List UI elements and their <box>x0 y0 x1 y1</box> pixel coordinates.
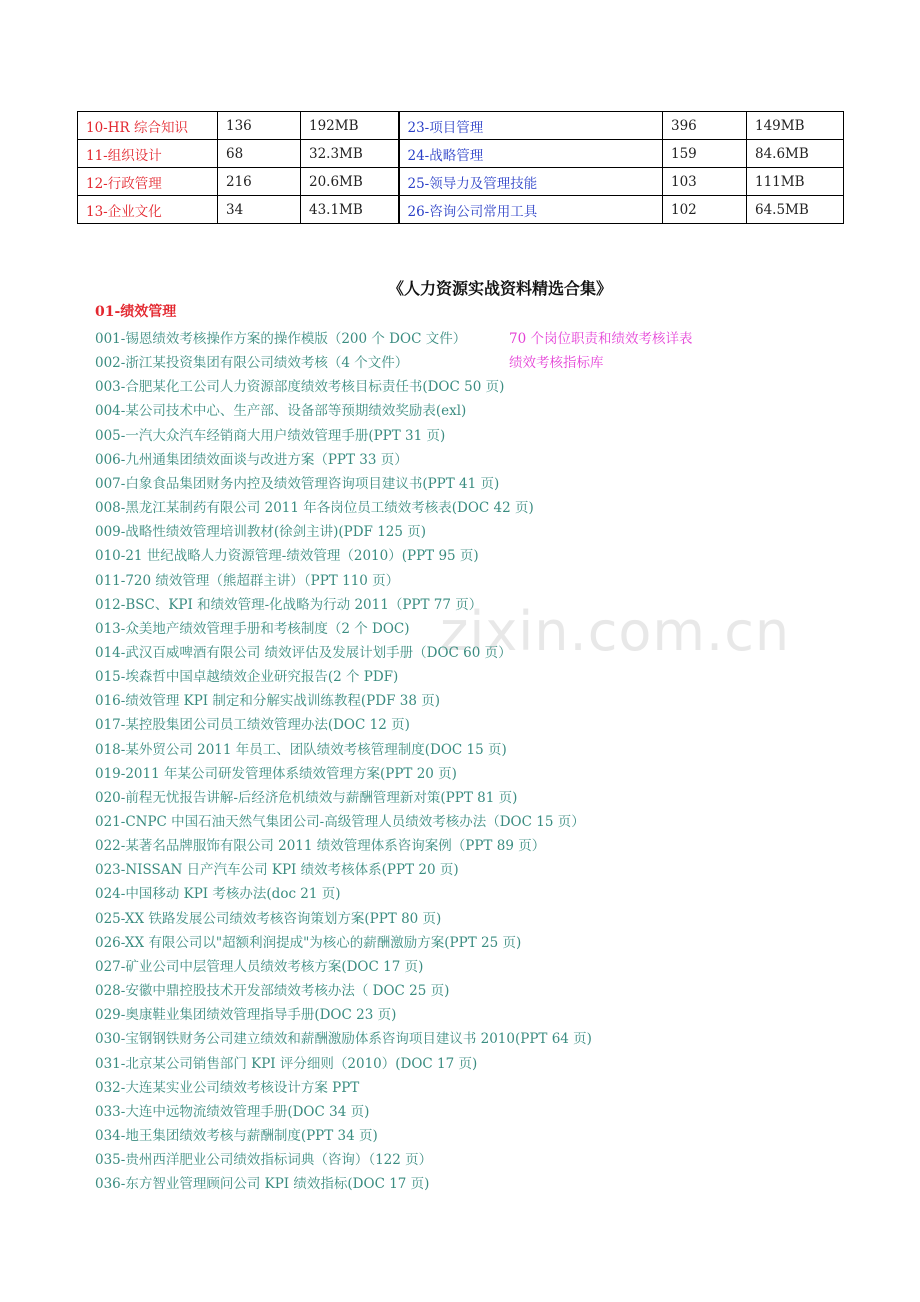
list-item: 034-地王集团绩效考核与薪酬制度(PPT 34 页) <box>95 1127 378 1144</box>
list-item: 028-安徽中鼎控股技术开发部绩效考核办法（ DOC 25 页) <box>95 983 450 999</box>
list-item: 033-大连中远物流绩效管理手册(DOC 34 页) <box>95 1103 370 1120</box>
category-table <box>77 111 844 224</box>
file-count: 216 <box>218 168 301 196</box>
list-item: 012-BSC、KPI 和绩效管理-化战略为行动 2011（PPT 77 页） <box>95 596 483 613</box>
file-count: 102 <box>663 196 747 224</box>
category-name: 26-咨询公司常用工具 <box>399 196 663 224</box>
file-count: 396 <box>663 112 747 140</box>
list-item: 001-锡恩绩效考核操作方案的操作模版（200 个 DOC 文件） <box>95 331 467 347</box>
table-row <box>78 112 844 140</box>
list-item: 031-北京某公司销售部门 KPI 评分细则（2010）(DOC 17 页) <box>95 1055 478 1072</box>
file-count: 136 <box>218 112 301 140</box>
category-name: 23-项目管理 <box>399 112 663 140</box>
list-item: 016-绩效管理 KPI 制定和分解实战训练教程(PDF 38 页) <box>95 693 440 710</box>
file-size: 111MB <box>747 168 844 196</box>
category-name: 25-领导力及管理技能 <box>399 168 663 196</box>
category-name: 24-战略管理 <box>399 140 663 168</box>
list-item: 004-某公司技术中心、生产部、设备部等预期绩效奖励表(exl) <box>95 403 467 420</box>
file-size: 43.1MB <box>301 196 399 224</box>
file-size: 32.3MB <box>301 140 399 168</box>
category-name: 10-HR 综合知识 <box>78 112 218 140</box>
list-item: 021-CNPC 中国石油天然气集团公司-高级管理人员绩效考核办法（DOC 15 页） <box>95 814 585 830</box>
list-item: 032-大连某实业公司绩效考核设计方案 PPT <box>95 1079 360 1096</box>
list-item: 007-白象食品集团财务内控及绩效管理咨询项目建议书(PPT 41 页) <box>95 475 500 492</box>
list-item: 009-战略性绩效管理培训教材(徐剑主讲)(PDF 125 页) <box>95 524 427 541</box>
list-item: 027-矿业公司中层管理人员绩效考核方案(DOC 17 页) <box>95 958 424 975</box>
list-item: 026-XX 有限公司以"超额利润提成"为核心的薪酬激励方案(PPT 25 页) <box>95 934 522 951</box>
list-item: 008-黑龙江某制药有限公司 2011 年各岗位员工绩效考核表(DOC 42 页) <box>95 500 534 516</box>
list-item: 014-武汉百威啤酒有限公司 绩效评估及发展计划手册（DOC 60 页） <box>95 645 512 661</box>
list-item: 017-某控股集团公司员工绩效管理办法(DOC 12 页) <box>95 717 410 734</box>
list-item: 003-合肥某化工公司人力资源部度绩效考核目标责任书(DOC 50 页) <box>95 379 505 396</box>
category-name: 11-组织设计 <box>78 140 218 168</box>
list-item: 030-宝钢钢铁财务公司建立绩效和薪酬激励体系咨询项目建议书 2010(PPT 64 页) <box>95 1031 592 1048</box>
list-item: 023-NISSAN 日产汽车公司 KPI 绩效考核体系(PPT 20 页) <box>95 862 459 879</box>
file-count: 159 <box>663 140 747 168</box>
table-row <box>78 168 844 196</box>
file-size: 84.6MB <box>747 140 844 168</box>
file-size: 192MB <box>301 112 399 140</box>
file-size: 20.6MB <box>301 168 399 196</box>
list-item: 020-前程无忧报告讲解-后经济危机绩效与薪酬管理新对策(PPT 81 页) <box>95 789 518 806</box>
category-name: 13-企业文化 <box>78 196 218 224</box>
list-item: 011-720 绩效管理（熊超群主讲）（PPT 110 页） <box>95 572 400 589</box>
list-item: 022-某著名品牌服饰有限公司 2011 绩效管理体系咨询案例（PPT 89 页） <box>95 838 546 855</box>
list-item: 015-埃森哲中国卓越绩效企业研究报告(2 个 PDF) <box>95 669 399 686</box>
list-item: 024-中国移动 KPI 考核办法(doc 21 页) <box>95 886 341 903</box>
side-note: 70 个岗位职责和绩效考核详表 <box>509 331 693 347</box>
side-note: 绩效考核指标库 <box>509 355 604 371</box>
page-title: 《人力资源实战资料精选合集》 <box>387 279 612 298</box>
list-item: 029-奥康鞋业集团绩效管理指导手册(DOC 23 页) <box>95 1007 397 1024</box>
list-item: 025-XX 铁路发展公司绩效考核咨询策划方案(PPT 80 页) <box>95 910 442 927</box>
file-size: 64.5MB <box>747 196 844 224</box>
file-count: 103 <box>663 168 747 196</box>
watermark: zixin.com.cn <box>440 600 791 663</box>
list-item: 036-东方智业管理顾问公司 KPI 绩效指标(DOC 17 页) <box>95 1176 430 1193</box>
table-row <box>78 140 844 168</box>
file-count: 34 <box>218 196 301 224</box>
list-item: 035-贵州西洋肥业公司绩效指标词典（咨询）（122 页） <box>95 1152 433 1169</box>
category-name: 12-行政管理 <box>78 168 218 196</box>
list-item: 002-浙江某投资集团有限公司绩效考核（4 个文件） <box>95 355 409 372</box>
file-size: 149MB <box>747 112 844 140</box>
list-item: 006-九州通集团绩效面谈与改进方案（PPT 33 页） <box>95 451 408 468</box>
list-item: 010-21 世纪战略人力资源管理-绩效管理（2010）(PPT 95 页) <box>95 548 479 565</box>
list-item: 019-2011 年某公司研发管理体系绩效管理方案(PPT 20 页) <box>95 765 457 782</box>
table-row <box>78 196 844 224</box>
list-item: 018-某外贸公司 2011 年员工、团队绩效考核管理制度(DOC 15 页) <box>95 741 507 758</box>
list-item: 005-一汽大众汽车经销商大用户绩效管理手册(PPT 31 页) <box>95 427 446 444</box>
list-item: 013-众美地产绩效管理手册和考核制度（2 个 DOC) <box>95 620 410 637</box>
file-count: 68 <box>218 140 301 168</box>
section-heading: 01-绩效管理 <box>95 304 177 320</box>
